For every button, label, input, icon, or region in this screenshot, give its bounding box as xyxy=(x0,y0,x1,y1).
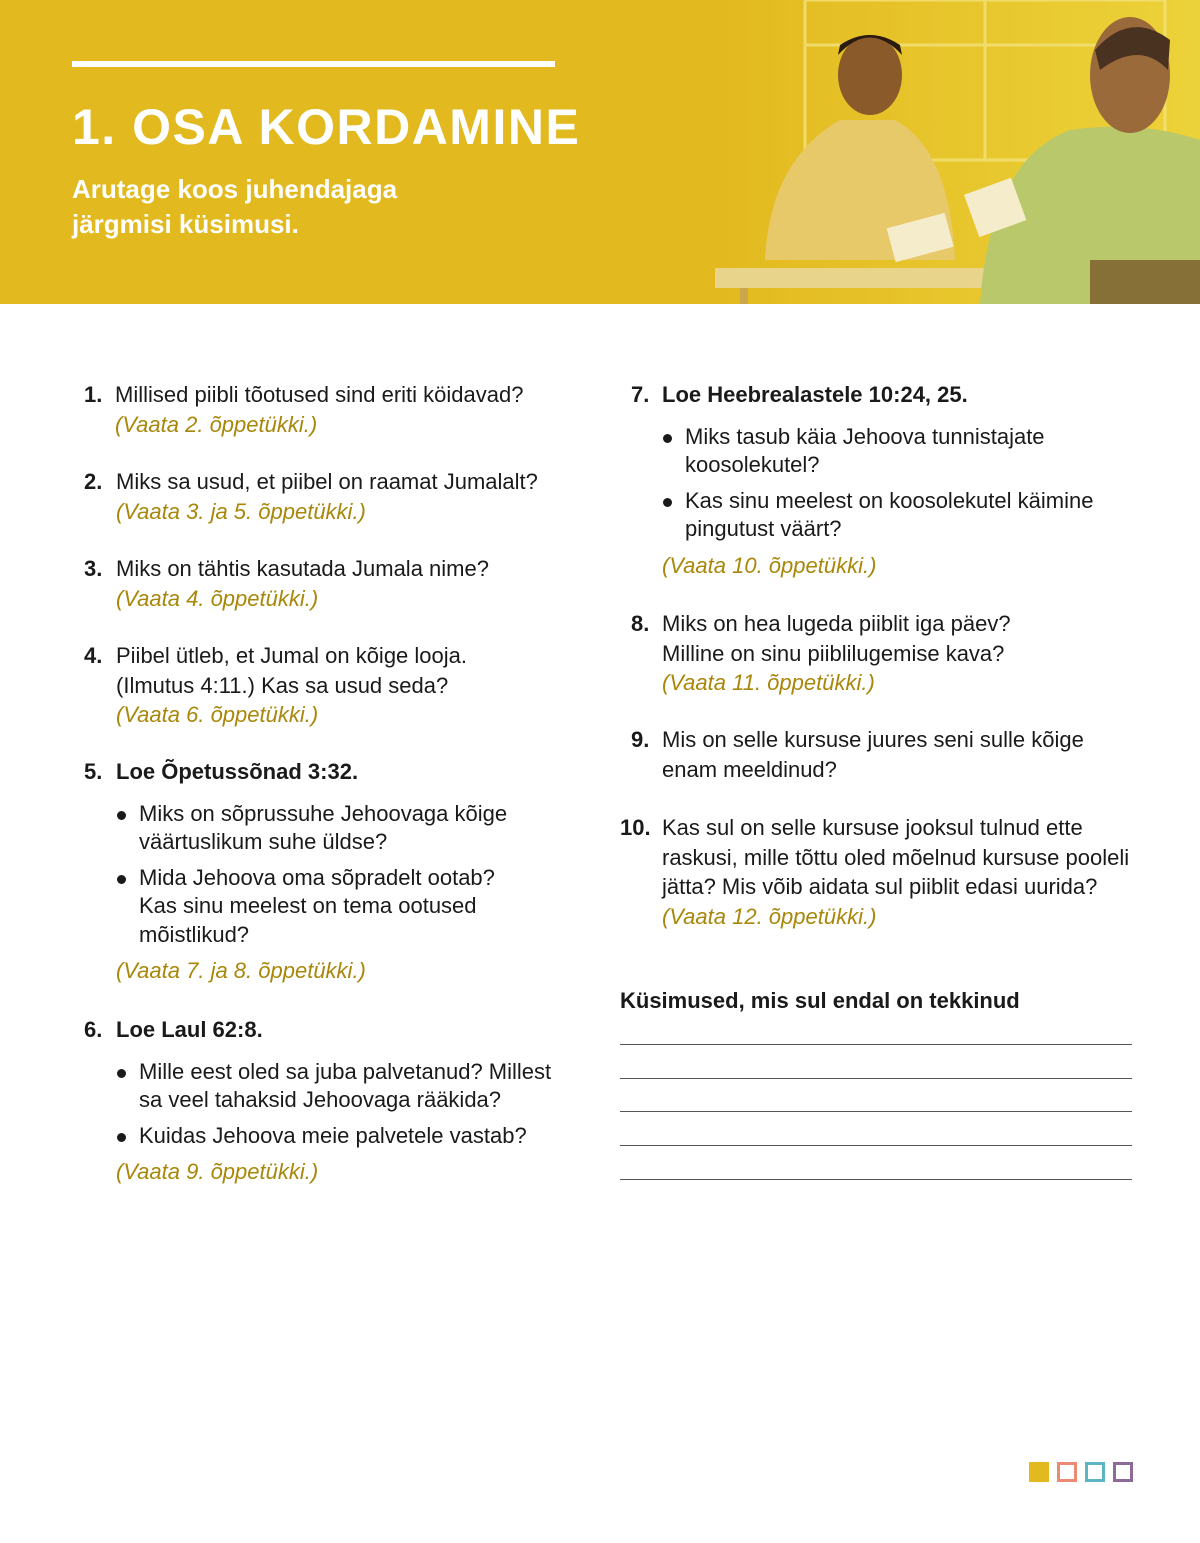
question-9 xyxy=(631,725,1122,784)
question-number: 1. xyxy=(84,382,103,407)
bullet-item: Mille eest oled sa juba palvetanud? Millest sa veel tahaksid Jehoovaga rääkida? xyxy=(116,1058,576,1115)
reference-link[interactable]: (Vaata 7. ja 8. õppetükki.) xyxy=(116,958,366,983)
reference-link[interactable]: (Vaata 12. õppetükki.) xyxy=(662,903,877,929)
bullet-list xyxy=(116,800,516,950)
question-6 xyxy=(84,1015,576,1187)
question-text: Loe Laul 62:8. xyxy=(116,1017,263,1042)
question-8 xyxy=(631,609,1062,698)
question-text: Mis on selle kursuse juures seni sulle kõige enam meeldinud? xyxy=(662,727,1084,782)
question-10 xyxy=(620,813,1137,931)
bullet-list xyxy=(116,1058,576,1151)
question-number: 8. xyxy=(631,611,650,636)
question-3 xyxy=(84,554,586,613)
section-square-outline-icon xyxy=(1057,1462,1077,1482)
question-text: Miks on tähtis kasutada Jumala nime? xyxy=(116,556,489,581)
reference-link[interactable]: (Vaata 6. õppetükki.) xyxy=(116,702,319,727)
question-text: Miks on hea lugeda piiblit iga päev? Milline on sinu piiblilugemise kava? xyxy=(662,611,1011,666)
question-4 xyxy=(84,641,516,730)
notes-heading: Küsimused, mis sul endal on tekkinud xyxy=(620,988,1020,1013)
question-text: Loe Heebrealastele 10:24, 25. xyxy=(662,382,968,407)
question-5 xyxy=(84,757,536,986)
reference-link[interactable]: (Vaata 2. õppetükki.) xyxy=(115,411,318,437)
notes-line[interactable] xyxy=(620,1145,1132,1146)
page-subtitle: Arutage koos juhendajaga järgmisi küsimusi. xyxy=(72,174,398,239)
question-text: Loe Õpetussõnad 3:32. xyxy=(116,759,359,784)
question-text: Kas sul on selle kursuse jooksul tulnud ette raskusi, mille tõttu oled mõelnud kursuse pooleli jätta? Mis võib aidata sul piiblit edasi uurida? xyxy=(662,815,1130,899)
bullet-list xyxy=(662,423,1112,544)
header-banner xyxy=(0,0,1200,304)
reference-link[interactable]: (Vaata 4. õppetükki.) xyxy=(116,585,319,611)
question-text: Millised piibli tõotused sind eriti köidavad? xyxy=(115,382,524,407)
header-rule xyxy=(72,61,555,67)
notes-line[interactable] xyxy=(620,1179,1132,1180)
question-number: 2. xyxy=(84,469,103,494)
reference-link[interactable]: (Vaata 10. õppetükki.) xyxy=(662,552,877,578)
question-number: 4. xyxy=(84,643,103,668)
bullet-item: Miks on sõprussuhe Jehoovaga kõige väärtuslikum suhe üldse? xyxy=(116,800,516,857)
page-title: 1. OSA KORDAMINE xyxy=(72,99,581,155)
question-number: 6. xyxy=(84,1017,103,1042)
question-number: 5. xyxy=(84,759,103,784)
question-1 xyxy=(84,380,523,439)
notes-line[interactable] xyxy=(620,1078,1132,1079)
question-number: 7. xyxy=(631,382,650,407)
reference-link[interactable]: (Vaata 9. õppetükki.) xyxy=(116,1159,319,1184)
notes-line[interactable] xyxy=(620,1044,1132,1045)
question-text: Miks sa usud, et piibel on raamat Jumalalt? xyxy=(116,469,538,494)
question-number: 10. xyxy=(620,815,651,840)
question-text: Piibel ütleb, et Jumal on kõige looja. (Ilmutus 4:11.) Kas sa usud seda? xyxy=(116,643,467,698)
question-number: 3. xyxy=(84,556,103,581)
section-square-filled-icon xyxy=(1029,1462,1049,1482)
bullet-item: Mida Jehoova oma sõpradelt ootab? Kas sinu meelest on tema ootused mõistlikud? xyxy=(116,864,499,950)
bullet-item: Miks tasub käia Jehoova tunnistajate koosolekutel? xyxy=(662,423,1085,480)
illustration-study-scene xyxy=(700,0,1200,304)
section-square-outline-icon xyxy=(1113,1462,1133,1482)
question-7 xyxy=(631,380,1132,580)
bullet-item: Kas sinu meelest on koosolekutel käimine pingutust väärt? xyxy=(662,487,1112,544)
notes-line[interactable] xyxy=(620,1111,1132,1112)
bullet-item: Kuidas Jehoova meie palvetele vastab? xyxy=(116,1122,576,1151)
question-2 xyxy=(84,467,586,526)
section-square-outline-icon xyxy=(1085,1462,1105,1482)
question-number: 9. xyxy=(631,727,650,752)
reference-link[interactable]: (Vaata 11. õppetükki.) xyxy=(662,670,875,695)
reference-link[interactable]: (Vaata 3. ja 5. õppetükki.) xyxy=(116,498,366,524)
